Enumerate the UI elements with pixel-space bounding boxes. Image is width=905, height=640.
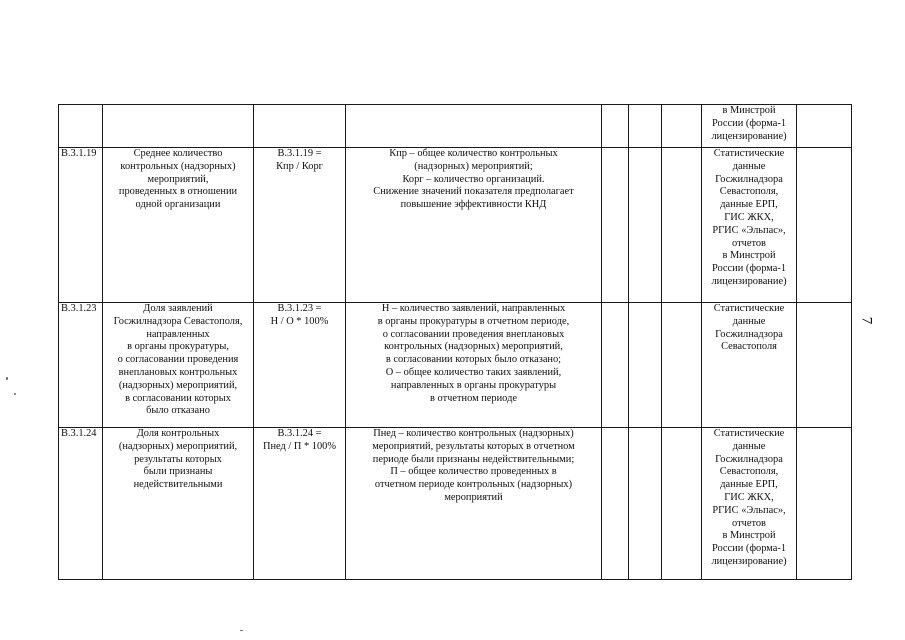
indicator-code: В.3.1.19 <box>61 148 97 159</box>
indicator-name-line: Среднее количество <box>133 148 223 159</box>
indicator-name-line: мероприятий, <box>147 173 209 185</box>
indicator-name-line: одной организации <box>135 199 221 211</box>
indicator-description-line: мероприятий <box>444 491 503 503</box>
indicator-source-line: Госжилнадзора <box>715 328 783 340</box>
indicator-description-cell <box>346 148 602 303</box>
indicator-source-line: Статистические <box>713 148 785 159</box>
indicator-description-line: Кпр – общее количество контрольных <box>389 148 558 159</box>
indicator-name-line: Госжилнадзора Севастополя, <box>113 315 243 327</box>
indicator-name-line: было отказано <box>146 405 210 417</box>
indicator-source-line: России (форма-1 <box>711 263 787 275</box>
indicator-formula-line: В.3.1.24 = <box>277 428 322 439</box>
indicator-description-line: в согласовании которых было отказано; <box>385 354 562 366</box>
indicator-name-line: результаты которых <box>134 453 222 465</box>
indicator-description-line: П – общее количество проведенных в <box>390 466 557 478</box>
indicator-source-line: отчетов <box>732 517 766 529</box>
empty-cell <box>797 303 852 428</box>
table-row <box>59 428 852 580</box>
indicator-description-line: периоде были признаны недействительными; <box>372 453 575 465</box>
indicator-source-line: Севастополя <box>721 341 777 353</box>
indicator-description-line: о согласовании проведения внеплановых <box>382 328 565 340</box>
indicator-code-cell <box>59 428 103 580</box>
empty-cell <box>602 105 629 148</box>
indicator-code-cell <box>59 148 103 303</box>
indicator-source-line: лицензирование) <box>711 130 787 142</box>
empty-cell <box>602 428 629 580</box>
empty-cell <box>629 303 662 428</box>
empty-cell <box>797 148 852 303</box>
indicator-description-line: Н – количество заявлений, направленных <box>381 303 566 314</box>
indicator-description-line: контрольных (надзорных) мероприятий, <box>384 341 563 353</box>
indicator-source-line: ГИС ЖКХ, <box>724 491 774 503</box>
indicator-name-line: о согласовании проведения <box>117 354 239 366</box>
indicator-name-line: были признаны <box>143 466 213 478</box>
indicator-source-line: Статистические <box>713 428 785 439</box>
scan-speck <box>14 393 16 395</box>
indicator-formula-line: Пнед / П * 100% <box>262 440 337 452</box>
indicator-code: В.3.1.23 <box>61 303 97 314</box>
indicator-description-line: О – общее количество таких заявлений, <box>385 366 562 378</box>
indicator-source-line: России (форма-1 <box>711 117 787 129</box>
scan-speck <box>6 377 8 380</box>
indicator-name-line: недействительными <box>133 479 223 491</box>
indicator-name-line: внеплановых контрольных <box>118 366 238 378</box>
empty-cell <box>662 105 702 148</box>
indicator-name-line: в согласовании которых <box>125 392 231 404</box>
indicator-source-cell <box>702 105 797 148</box>
indicator-name-line: проведенных в отношении <box>118 186 238 198</box>
indicator-formula-cell <box>254 428 346 580</box>
indicator-source-cell <box>702 148 797 303</box>
indicator-source-line: Госжилнадзора <box>715 453 783 465</box>
indicator-description-line: в отчетном периоде <box>430 392 517 404</box>
indicator-code-cell <box>59 105 103 148</box>
indicator-source-line: в Минстрой <box>722 250 776 262</box>
table-row <box>59 148 852 303</box>
indicator-formula-line: В.3.1.19 = <box>277 148 322 159</box>
indicator-name-cell <box>103 428 254 580</box>
indicator-description-line: (надзорных) мероприятий; <box>414 160 533 172</box>
indicator-name-line: (надзорных) мероприятий, <box>118 440 238 452</box>
indicator-source-line: данные ЕРП, <box>720 479 778 491</box>
empty-cell <box>629 105 662 148</box>
indicator-source-line: Статистические <box>713 303 785 314</box>
scan-speck <box>240 630 243 631</box>
indicator-name-line: Доля заявлений <box>143 303 213 314</box>
indicator-code: В.3.1.24 <box>61 428 97 439</box>
indicator-description-line: в органы прокуратуры в отчетном периоде, <box>377 315 570 327</box>
indicator-description-line: отчетном периоде контрольных (надзорных) <box>374 479 573 491</box>
indicator-description-line: мероприятий, результаты которых в отчетном <box>372 440 575 452</box>
indicator-formula-line: В.3.1.23 = <box>277 303 322 314</box>
indicator-name-cell <box>103 105 254 148</box>
indicator-source-line: Севастополя, <box>719 186 779 198</box>
indicator-formula-cell <box>254 105 346 148</box>
indicator-source-line: в Минстрой <box>722 530 776 542</box>
indicator-description-line: Снижение значений показателя предполагает <box>373 186 574 198</box>
indicator-source-line: отчетов <box>732 237 766 249</box>
indicator-source-line: России (форма-1 <box>711 543 787 555</box>
indicator-name-line: Доля контрольных <box>136 428 220 439</box>
indicator-name-cell <box>103 303 254 428</box>
indicator-source-line: РГИС «Эльпас», <box>712 224 786 236</box>
indicator-source-line: в Минстрой <box>722 105 776 116</box>
table-row <box>59 303 852 428</box>
table-row <box>59 105 852 148</box>
empty-cell <box>602 148 629 303</box>
table-body <box>59 105 852 580</box>
indicator-name-cell <box>103 148 254 303</box>
indicator-source-cell <box>702 303 797 428</box>
indicator-source-line: лицензирование) <box>711 555 787 567</box>
indicator-source-line: лицензирование) <box>711 275 787 287</box>
indicator-source-line: ГИС ЖКХ, <box>724 211 774 223</box>
empty-cell <box>629 428 662 580</box>
indicator-name-line: (надзорных) мероприятий, <box>118 379 238 391</box>
indicator-description-cell <box>346 428 602 580</box>
indicator-description-cell <box>346 105 602 148</box>
empty-cell <box>629 148 662 303</box>
empty-cell <box>662 303 702 428</box>
indicator-source-line: данные <box>732 160 766 172</box>
empty-cell <box>602 303 629 428</box>
empty-cell <box>797 105 852 148</box>
indicator-source-line: данные ЕРП, <box>720 199 778 211</box>
indicator-source-line: РГИС «Эльпас», <box>712 504 786 516</box>
indicator-source-line: Севастополя, <box>719 466 779 478</box>
indicator-formula-cell <box>254 148 346 303</box>
indicator-description-line: Пнед – количество контрольных (надзорных) <box>373 428 574 439</box>
empty-cell <box>797 428 852 580</box>
indicator-formula-line: Кпр / Корг <box>276 160 323 172</box>
page-number: 7 <box>858 316 875 325</box>
empty-cell <box>662 428 702 580</box>
empty-cell <box>662 148 702 303</box>
indicator-source-line: данные <box>732 440 766 452</box>
indicator-description-line: Корг – количество организаций. <box>402 173 545 185</box>
indicator-description-cell <box>346 303 602 428</box>
indicator-source-line: Госжилнадзора <box>715 173 783 185</box>
indicator-source-cell <box>702 428 797 580</box>
indicator-name-line: направленных <box>146 328 210 340</box>
indicator-name-line: контрольных (надзорных) <box>120 160 236 172</box>
indicator-source-line: данные <box>732 315 766 327</box>
indicators-table <box>58 104 852 580</box>
indicator-description-line: повышение эффективности КНД <box>400 199 547 211</box>
indicator-description-line: направленных в органы прокуратуры <box>390 379 557 391</box>
indicator-formula-cell <box>254 303 346 428</box>
indicator-formula-line: Н / О * 100% <box>270 315 329 327</box>
indicator-name-line: в органы прокуратуры, <box>127 341 229 353</box>
indicator-code-cell <box>59 303 103 428</box>
